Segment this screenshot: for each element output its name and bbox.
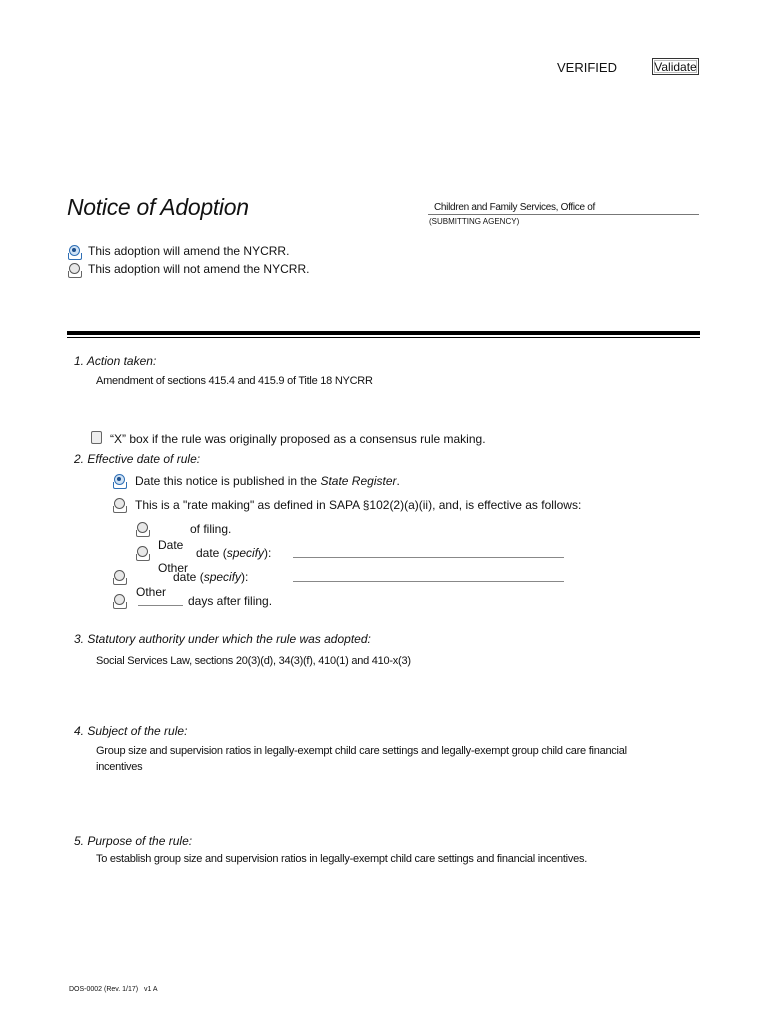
verified-label: VERIFIED — [557, 60, 617, 75]
date-specify-field-1[interactable] — [293, 545, 564, 558]
section-3-value[interactable]: Social Services Law, sections 20(3)(d), 34(3)(f), 410(1) and 410-x(3) — [96, 655, 411, 667]
rate-making-radio[interactable] — [114, 498, 125, 509]
section-divider-thin — [67, 337, 700, 338]
days-after-filing-label: days after filing. — [188, 594, 273, 608]
consensus-label: “X” box if the rule was originally proposed as a consensus rule making. — [110, 432, 486, 446]
validate-button[interactable]: Validate — [652, 58, 699, 75]
date-specify-radio-2[interactable] — [114, 570, 125, 581]
form-footer: DOS-0002 (Rev. 1/17) v1 A — [69, 986, 158, 993]
amend-nycrr-label: This adoption will amend the NYCRR. — [88, 244, 290, 258]
of-filing-label: of filing. — [190, 522, 232, 536]
submitting-agency-caption: (SUBMITTING AGENCY) — [429, 217, 520, 226]
submitting-agency-field[interactable] — [428, 201, 699, 215]
date-specify-label-1: date (specify): — [196, 546, 272, 560]
section-1-value[interactable]: Amendment of sections 415.4 and 415.9 of Title 18 NYCRR — [96, 375, 373, 387]
page-title: Notice of Adoption — [67, 194, 249, 220]
rate-making-label: This is a "rate making" as defined in SAPA §102(2)(a)(ii), and, is effective as follows: — [135, 498, 582, 512]
section-divider-thick — [67, 331, 700, 335]
section-2-label: 2. Effective date of rule: — [74, 452, 201, 466]
days-after-filing-radio[interactable] — [114, 594, 125, 605]
date-specify-field-2[interactable] — [293, 569, 564, 582]
section-4-value-line-1[interactable]: Group size and supervision ratios in legally-exempt child care settings and legally-exempt group child care financial — [96, 745, 627, 757]
date-specify-radio-1[interactable] — [137, 546, 148, 557]
section-4-label: 4. Subject of the rule: — [74, 724, 188, 738]
section-1-label: 1. Action taken: — [74, 354, 157, 368]
not-amend-nycrr-radio[interactable] — [69, 263, 80, 274]
date-specify-label-2: date (specify): — [173, 570, 249, 584]
amend-nycrr-radio[interactable] — [69, 245, 80, 256]
section-5-label: 5. Purpose of the rule: — [74, 834, 193, 848]
other-word-label-1: Other — [158, 561, 189, 575]
section-4-value-line-2[interactable]: incentives — [96, 761, 143, 773]
section-5-value[interactable]: To establish group size and supervision ratios in legally-exempt child care settings and financial incentives. — [96, 853, 587, 865]
date-word-label: Date — [158, 538, 184, 552]
section-3-label: 3. Statutory authority under which the rule was adopted: — [74, 632, 371, 646]
other-word-label-2: Other — [136, 585, 167, 599]
published-date-label: Date this notice is published in the State Register. — [135, 474, 400, 488]
days-after-filing-field[interactable] — [138, 593, 183, 606]
published-date-radio[interactable] — [114, 474, 125, 485]
consensus-checkbox[interactable] — [91, 431, 102, 444]
not-amend-nycrr-label: This adoption will not amend the NYCRR. — [88, 262, 310, 276]
of-filing-radio[interactable] — [137, 522, 148, 533]
